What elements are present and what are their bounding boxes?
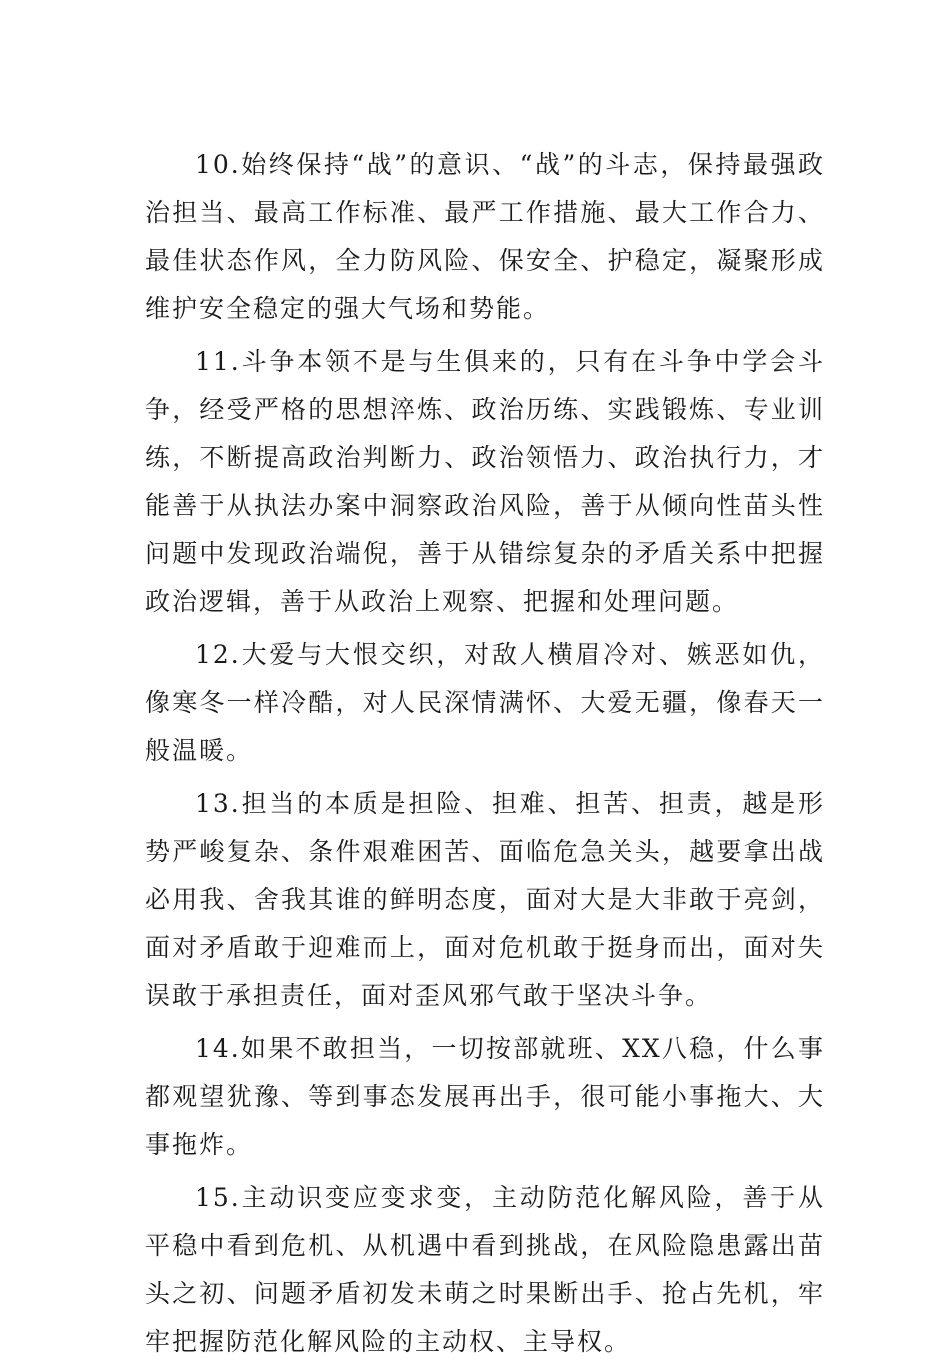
paragraph-15: 15.主动识变应变求变，主动防范化解风险，善于从平稳中看到危机、从机遇中看到挑战，在风险隐患露出苗头之初、问题矛盾初发未萌之时果断出手、抢占先机，牢牢把握防范化解风险的主动权、主导权。 [145, 1183, 825, 1356]
paragraph-13: 13.担当的本质是担险、担难、担苦、担责，越是形势严峻复杂、条件艰难困苦、面临危急关头，越要拿出战必用我、舍我其谁的鲜明态度，面对大是大非敢于亮剑，面对矛盾敢于迎难而上，面对危机敢于挺身而出，面对失误敢于承担责任，面对歪风邪气敢于坚决斗争。 [145, 789, 825, 1010]
paragraph-12: 12.大爱与大恨交织，对敌人横眉冷对、嫉恶如仇，像寒冬一样冷酷，对人民深情满怀、大爱无疆，像春天一般温暖。 [145, 640, 825, 765]
paragraph-10: 10.始终保持“战”的意识、“战”的斗志，保持最强政治担当、最高工作标准、最严工作措施、最大工作合力、最佳状态作风，全力防风险、保安全、护稳定，凝聚形成维护安全稳定的强大气场和势能。 [145, 150, 825, 323]
paragraph-14: 14.如果不敢担当，一切按部就班、XX八稳，什么事都观望犹豫、等到事态发展再出手，很可能小事拖大、大事拖炸。 [145, 1034, 825, 1159]
document-body [145, 141, 825, 1371]
paragraph-11: 11.斗争本领不是与生俱来的，只有在斗争中学会斗争，经受严格的思想淬炼、政治历练、实践锻炼、专业训练，不断提高政治判断力、政治领悟力、政治执行力，才能善于从执法办案中洞察政治风险，善于从倾向性苗头性问题中发现政治端倪，善于从错综复杂的矛盾关系中把握政治逻辑，善于从政治上观察、把握和处理问题。 [145, 347, 825, 616]
